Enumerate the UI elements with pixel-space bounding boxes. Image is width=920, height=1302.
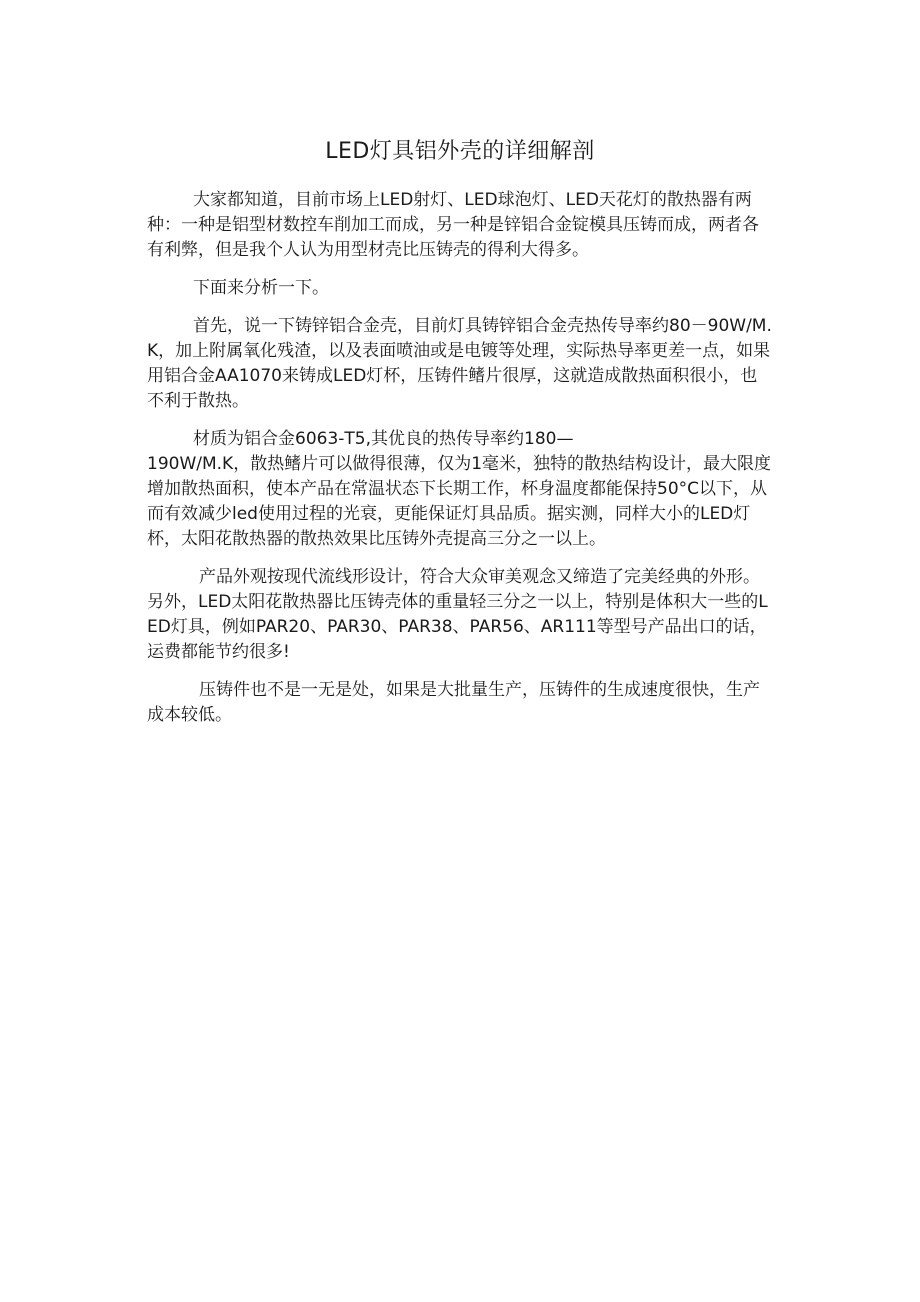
paragraph-die-cast-advantage: 压铸件也不是一无是处，如果是大批量生产，压铸件的生成速度很快，生产成本较低。 (147, 680, 760, 725)
document-title: LED灯具铝外壳的详细解剖 (325, 139, 595, 164)
paragraph-aluminum-6063: 材质为铝合金6063-T5,其优良的热传导率约180— 190W/M.K，散热鳍片可以做得很薄，仅为1毫米，独特的散热结构设计，最大限度增加散热面积，使本产品在常温状态下长期工作，杯身温度都能保持50°C以下，从而有效减少led使用过程的光衰，更能保证灯具品质。据实测，同样大小的LED灯杯，太阳花散热器的散热效果比压铸外壳提高三分之一以上。 (147, 429, 772, 549)
paragraph-die-cast-shell: 首先，说一下铸锌铝合金壳，目前灯具铸锌铝合金壳热传导率约80－90W/M.K，加上附属氧化残渣，以及表面喷油或是电镀等处理，实际热导率更差一点，如果用铝合金AA1070来铸成LED灯杯，压铸件鳍片很厚，这就造成散热面积很小，也不利于散热。 (147, 316, 772, 411)
paragraph-analysis-lead: 下面来分析一下。 (193, 278, 329, 298)
document-page (147, 132, 773, 741)
paragraph-product-design: 产品外观按现代流线形设计，符合大众审美观念又缔造了完美经典的外形。另外，LED太阳花散热器比压铸壳体的重量轻三分之一以上，特别是体积大一些的LED灯具，例如PAR20、PAR30、PAR38、PAR56、AR111等型号产品出口的话，运费都能节约很多! (147, 567, 768, 662)
paragraph-intro: 大家都知道，目前市场上LED射灯、LED球泡灯、LED天花灯的散热器有两种：一种是铝型材数控车削加工而成，另一种是锌铝合金锭模具压铸而成，两者各有利弊，但是我个人认为用型材壳比压铸壳的得利大得多。 (147, 190, 759, 260)
